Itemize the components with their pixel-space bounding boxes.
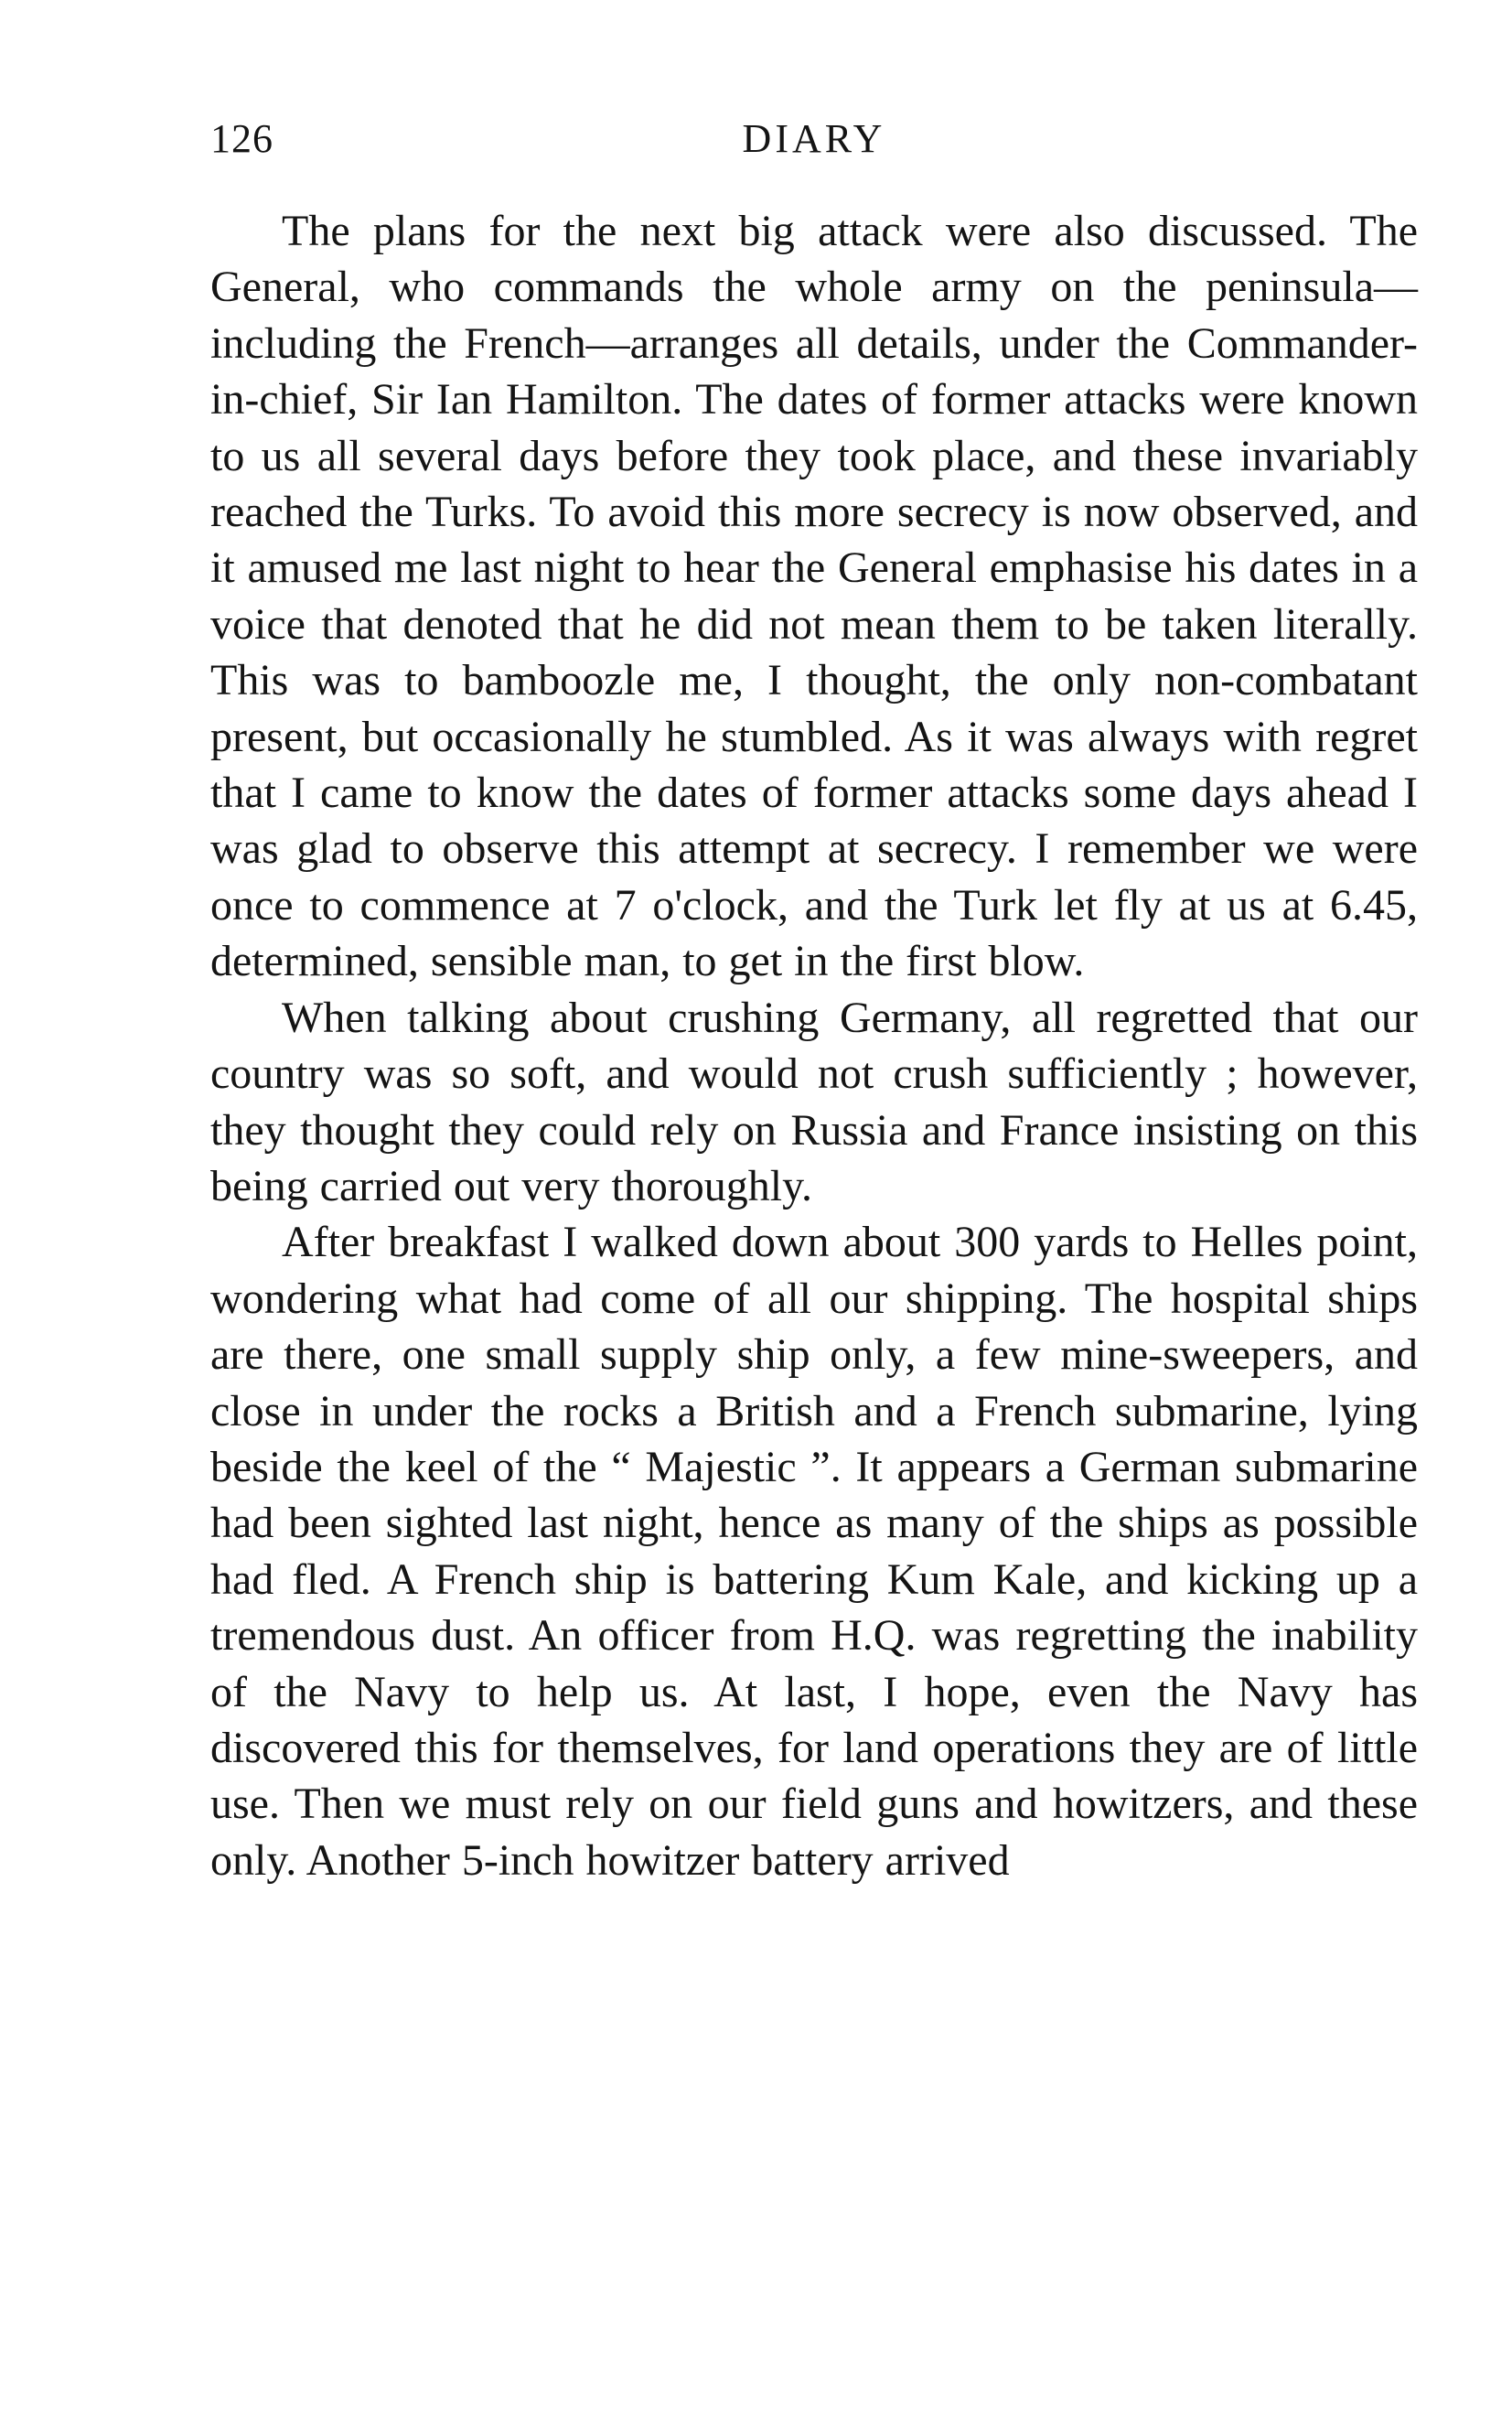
- running-head: DIARY: [742, 116, 886, 161]
- paragraph-3: After breakfast I walked down about 300 yards to Helles point, wondering what had come of all our shipping. The hospital ships are there, one small supply ship only, a few mine-sweepers, and close in under the rocks a British and a French submarine, lying beside the keel of the “ Majestic ”. It appears a German submarine had been sighted last night, hence as many of the ships as possible had fled. A French ship is battering Kum Kale, and kicking up a tremendous dust. An officer from H.Q. was regretting the inability of the Navy to help us. At last, I hope, even the Navy has discovered this for themselves, for land operations they are of little use. Then we must rely on our field guns and howitzers, and these only. Another 5-inch howitzer battery arrived: [210, 1218, 1418, 1885]
- page-number: 126: [210, 116, 273, 161]
- page-header: [210, 112, 1418, 167]
- body-text: [210, 203, 1418, 1888]
- paragraph-1: The plans for the next big attack were also discussed. The General, who commands the whole army on the peninsula—including the French—arranges all details, under the Commander-in-chief, Sir Ian Hamilton. The dates of former attacks were known to us all several days before they took place, and these invariably reached the Turks. To avoid this more secrecy is now observed, and it amused me last night to hear the General emphasise his dates in a voice that denoted that he did not mean them to be taken literally. This was to bamboozle me, I thought, the only non-combatant present, but occasionally he stumbled. As it was always with regret that I came to know the dates of former attacks some days ahead I was glad to observe this attempt at secrecy. I remember we were once to commence at 7 o'clock, and the Turk let fly at us at 6.45, determined, sensible man, to get in the first blow.: [210, 207, 1418, 986]
- paragraph-2: When talking about crushing Germany, all regretted that our country was so soft, and would not crush sufficiently ; however, they thought they could rely on Russia and France insisting on this being carried out very thoroughly.: [210, 993, 1418, 1210]
